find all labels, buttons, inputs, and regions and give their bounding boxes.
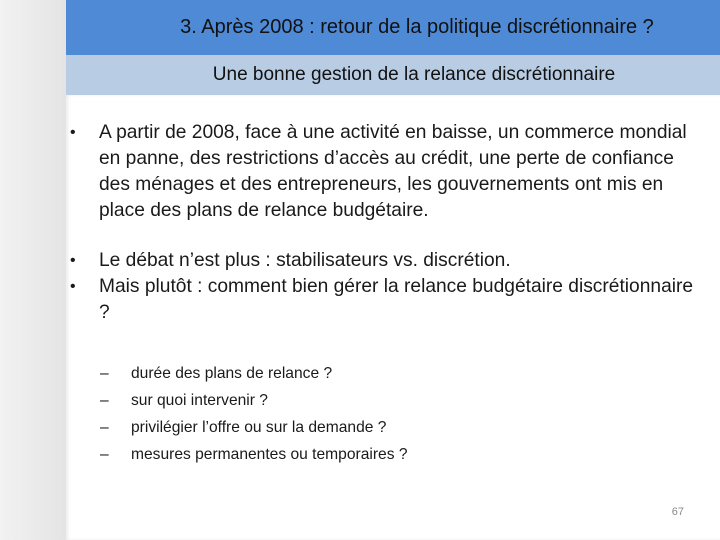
bullet-text: Le débat n’est plus : stabilisateurs vs. discrétion. (99, 250, 511, 271)
sub-bullet-item (100, 441, 408, 468)
sub-bullet-list (100, 360, 408, 468)
subtitle-bar (66, 55, 720, 95)
bullet-list (70, 120, 700, 326)
sub-bullet-item (100, 360, 408, 387)
bullet-marker: • (70, 278, 76, 295)
sub-bullet-marker: – (100, 446, 109, 463)
sub-bullet-text: sur quoi intervenir ? (131, 392, 268, 409)
slide-subtitle: Une bonne gestion de la relance discrétionnaire (212, 64, 616, 85)
bullet-text: Mais plutôt : comment bien gérer la relance budgétaire discrétionnaire ? (99, 276, 694, 323)
bullet-marker: • (70, 124, 76, 141)
sub-bullet-text: mesures permanentes ou temporaires ? (131, 446, 408, 463)
bullet-item (70, 248, 700, 274)
left-decor-band (0, 0, 66, 540)
bullet-item (70, 274, 700, 326)
sub-bullet-marker: – (100, 392, 109, 409)
sub-bullet-marker: – (100, 419, 109, 436)
title-bar (66, 0, 720, 55)
sub-bullet-text: durée des plans de relance ? (131, 365, 333, 382)
sub-bullet-item (100, 414, 408, 441)
slide-title: 3. Après 2008 : retour de la politique discrétionnaire ? (180, 16, 654, 38)
bullet-marker: • (70, 252, 76, 269)
slide-number: 67 (671, 506, 684, 518)
sub-bullet-marker: – (100, 365, 109, 382)
sub-bullet-item (100, 387, 408, 414)
bullet-text: A partir de 2008, face à une activité en baisse, un commerce mondial en panne, des restrictions d’accès au crédit, une perte de confiance des ménages et des entrepreneurs, les gouvernements ont mis en place des plans de relance budgétaire. (99, 122, 687, 221)
sub-bullet-text: privilégier l’offre ou sur la demande ? (131, 419, 387, 436)
bullet-item (70, 120, 700, 224)
